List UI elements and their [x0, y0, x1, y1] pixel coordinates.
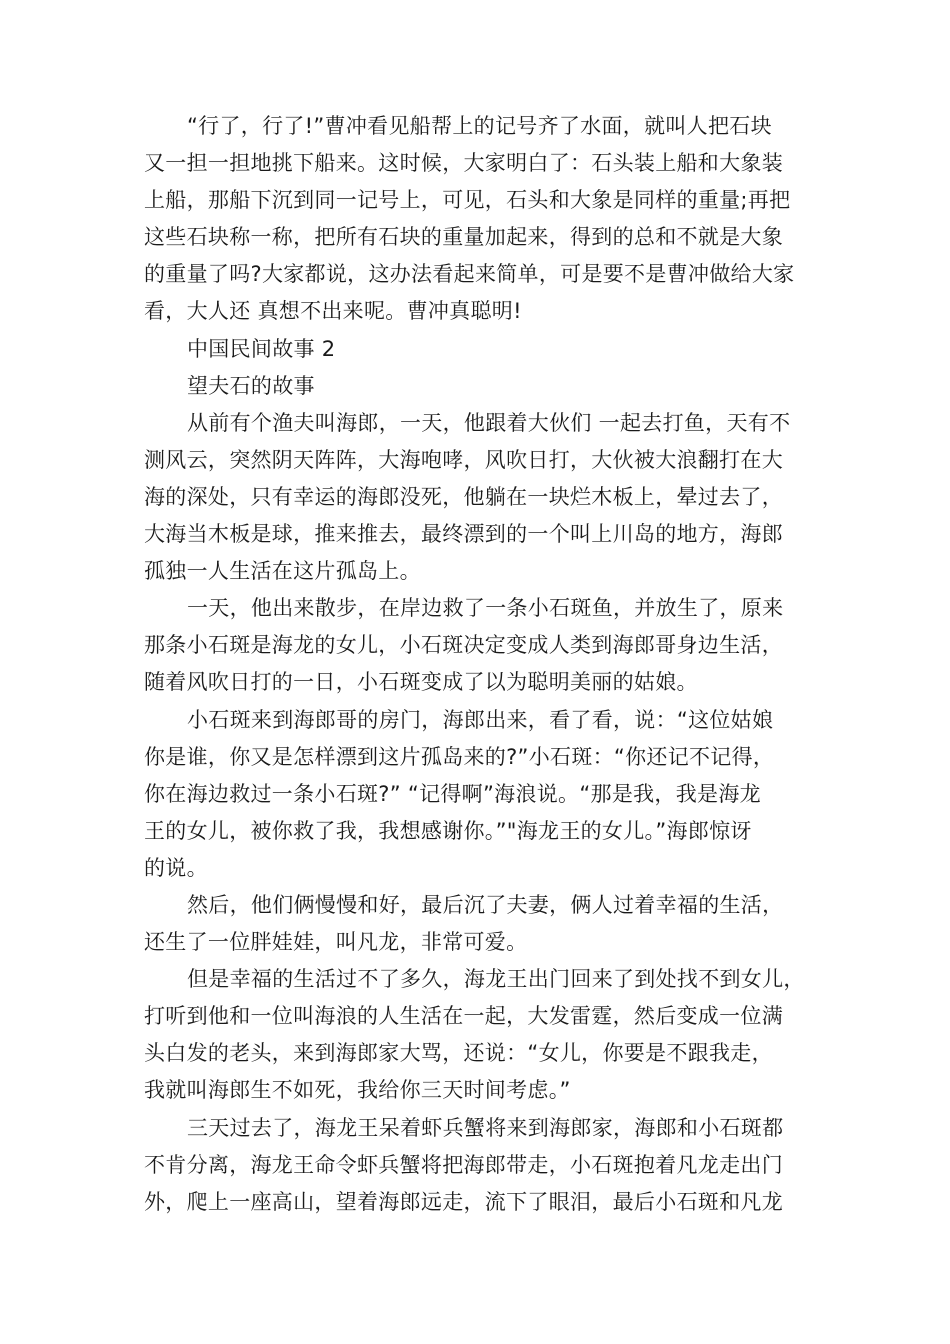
text-line: 你在海边救过一条小石斑?” “记得啊”海浪说。“那是我，我是海龙 [144, 781, 761, 806]
text-line: 然后，他们俩慢慢和好，最后沉了夫妻，俩人过着幸福的生活， [187, 892, 784, 917]
text-line: 随着风吹日打的一日，小石斑变成了以为聪明美丽的姑娘。 [144, 670, 698, 695]
text-line: 的说。 [144, 855, 208, 880]
text-line: 你是谁，你又是怎样漂到这片孤岛来的?”小石斑：“你还记不记得， [144, 744, 775, 769]
document-page [144, 108, 810, 1221]
text-line: 一天，他出来散步，在岸边救了一条小石斑鱼，并放生了，原来 [187, 596, 784, 621]
text-line: 不肯分离，海龙王命令虾兵蟹将把海郎带走，小石斑抱着凡龙走出门 [144, 1152, 783, 1177]
text-line: 打听到他和一位叫海浪的人生活在一起，大发雷霆，然后变成一位满 [144, 1004, 783, 1029]
text-line: 从前有个渔夫叫海郎，一天，他跟着大伙们 一起去打鱼，天有不 [187, 410, 791, 435]
text-line: 还生了一位胖娃娃，叫凡龙，非常可爱。 [144, 930, 528, 955]
text-line: 我就叫海郎生不如死，我给你三天时间考虑。” [144, 1078, 571, 1103]
text-line: 这些石块称一称，把所有石块的重量加起来，得到的总和不就是大象 [144, 225, 783, 250]
text-line: 望夫石的故事 [187, 373, 315, 398]
text-line: 外，爬上一座高山，望着海郎远走，流下了眼泪，最后小石斑和凡龙 [144, 1189, 783, 1214]
text-line: 海的深处，只有幸运的海郎没死，他躺在一块烂木板上，晕过去了， [144, 484, 783, 509]
text-line: 头白发的老头，来到海郎家大骂，还说：“女儿，你要是不跟我走， [144, 1041, 773, 1066]
text-line: 看，大人还 真想不出来呢。曹冲真聪明! [144, 299, 522, 324]
text-line: 王的女儿，被你救了我，我想感谢你。”"海龙王的女儿。”海郎惊讶 [144, 818, 752, 843]
text-line: 的重量了吗?大家都说，这办法看起来简单，可是要不是曹冲做给大家 [144, 262, 795, 287]
text-line: 那条小石斑是海龙的女儿，小石斑决定变成人类到海郎哥身边生活， [144, 633, 783, 658]
text-line: 三天过去了，海龙王呆着虾兵蟹将来到海郎家，海郎和小石斑都 [187, 1115, 784, 1140]
text-line: 但是幸福的生活过不了多久，海龙王出门回来了到处找不到女儿， [187, 967, 805, 992]
text-line: 上船，那船下沉到同一记号上，可见，石头和大象是同样的重量;再把 [144, 188, 791, 213]
text-line: “行了，行了!”曹冲看见船帮上的记号齐了水面，就叫人把石块 [187, 114, 772, 138]
text-line: 孤独一人生活在这片孤岛上。 [144, 559, 421, 584]
text-line: 小石斑来到海郎哥的房门，海郎出来，看了看，说：“这位姑娘 [187, 707, 774, 732]
text-line: 大海当木板是球，推来推去，最终漂到的一个叫上川岛的地方，海郎 [144, 522, 783, 547]
text-line: 又一担一担地挑下船来。这时候，大家明白了：石头装上船和大象装 [144, 151, 783, 176]
text-line: 测风云，突然阴天阵阵，大海咆哮，风吹日打，大伙被大浪翻打在大 [144, 447, 783, 472]
text-line: 中国民间故事 2 [187, 336, 336, 361]
